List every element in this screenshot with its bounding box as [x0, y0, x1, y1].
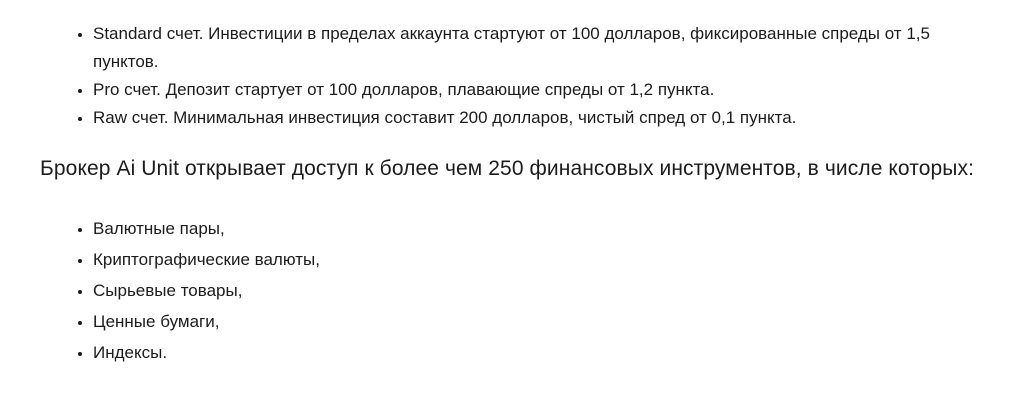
account-type-item-pro: • Pro счет. Депозит стартует от 100 долларов, плавающие спреды от 1,2 пункта. [93, 76, 989, 104]
account-types-list [40, 20, 989, 132]
intro-paragraph: Брокер Ai Unit открывает доступ к более чем 250 финансовых инструментов, в числе которых: [40, 157, 975, 180]
instrument-item-commodities: • Сырьевые товары, [93, 277, 989, 305]
instrument-item-indices: • Индексы. [93, 339, 989, 367]
instrument-item-currency-pairs: • Валютные пары, [93, 215, 989, 243]
account-type-item-raw: • Raw счет. Минимальная инвестиция составит 200 долларов, чистый спред от 0,1 пункта. [93, 104, 989, 132]
instrument-item-crypto-currencies: • Криптографические валюты, [93, 246, 989, 274]
account-type-item-standard: • Standard счет. Инвестиции в пределах аккаунта стартуют от 100 долларов, фиксированные спреды от 1,5 пунктов. [93, 20, 989, 76]
instruments-list [40, 215, 989, 367]
instrument-item-securities: • Ценные бумаги, [93, 308, 989, 336]
